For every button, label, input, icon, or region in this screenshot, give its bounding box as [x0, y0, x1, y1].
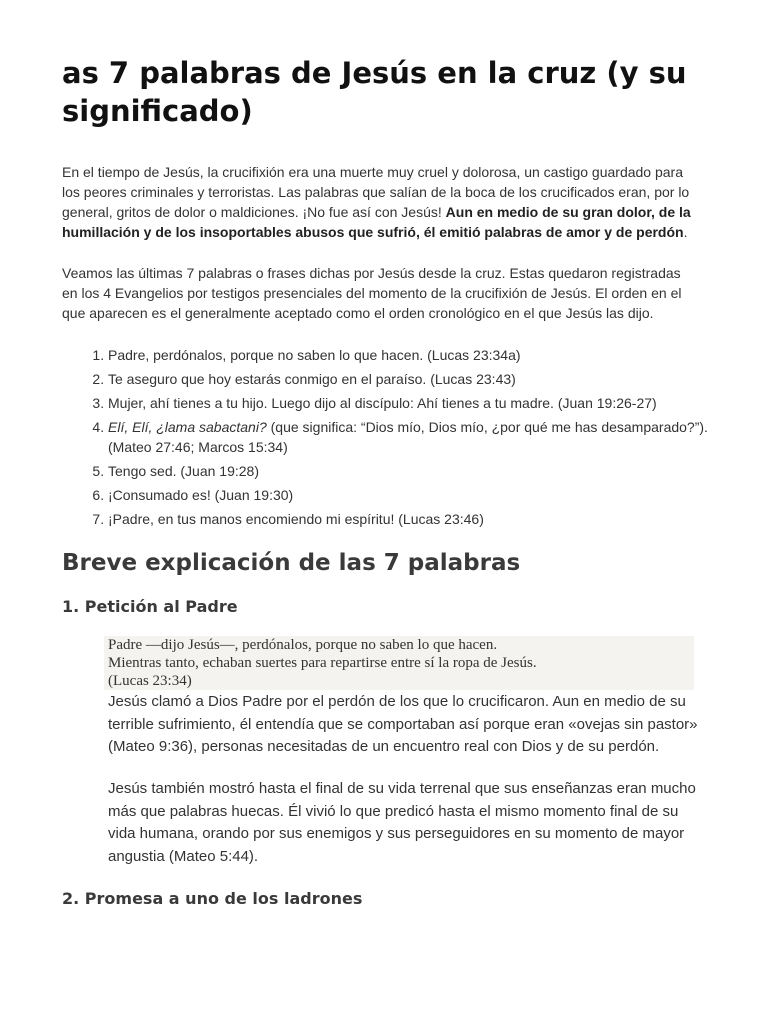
- intro-paragraph-2: Veamos las últimas 7 palabras o frases dichas por Jesús desde la cruz. Estas quedaron registradas en los 4 Evangelios por testigos presenciales del momento de la crucifixión de Jesús. El orden en el que aparecen es el generalmente aceptado como el orden cronológico en el que Jesús las dijo.: [62, 265, 682, 321]
- list-item-rest: (que significa: “Dios mío, Dios mío, ¿por qué me has desamparado?”). (Mateo 27:46; Marcos 15:34): [108, 419, 708, 455]
- quote-reference: (Lucas 23:34): [108, 673, 192, 689]
- explanation-paragraph: Jesús clamó a Dios Padre por el perdón de los que lo crucificaron. Aun en medio de su terrible sufrimiento, él entendía que se comportaban así porque eran «ovejas sin pastor» (Mateo 9:36), personas necesitadas de un encuentro real con Dios y de su perdón.: [108, 693, 698, 755]
- list-item: 5. Tengo sed. (Juan 19:28): [108, 461, 728, 481]
- page-title: as 7 palabras de Jesús en la cruz (y su significado): [62, 56, 687, 128]
- intro-bold-text: Aun en medio de su gran dolor, de la humillación y de los insoportables abusos que sufrió, él emitió palabras de amor y de perdón: [62, 204, 691, 240]
- list-item: [108, 417, 728, 457]
- bible-quote-block: [104, 636, 694, 690]
- list-item-italic: Elí, Elí, ¿lama sabactani?: [108, 419, 267, 435]
- list-item: 6. ¡Consumado es! (Juan 19:30): [108, 485, 728, 505]
- intro-end: .: [683, 224, 688, 240]
- subheading-promesa: 2. Promesa a uno de los ladrones: [62, 889, 363, 908]
- seven-words-list: [62, 345, 728, 533]
- explanation-paragraph-2: Jesús también mostró hasta el final de su vida terrenal que sus enseñanzas eran mucho más que palabras huecas. Él vivió lo que predicó hasta el mismo momento final de su vida humana, orando por sus enemigos y sus perseguidores en su momento de mayor angustia (Mateo 5:44).: [108, 780, 696, 865]
- section-heading: Breve explicación de las 7 palabras: [62, 550, 521, 576]
- intro-paragraph: [62, 162, 698, 242]
- list-item: 1. Padre, perdónalos, porque no saben lo que hacen. (Lucas 23:34a): [108, 345, 728, 365]
- list-item: 3. Mujer, ahí tienes a tu hijo. Luego dijo al discípulo: Ahí tienes a tu madre. (Juan 19:26-27): [108, 393, 728, 413]
- list-item: 2. Te aseguro que hoy estarás conmigo en el paraíso. (Lucas 23:43): [108, 369, 728, 389]
- quote-line: Mientras tanto, echaban suertes para repartirse entre sí la ropa de Jesús.: [108, 655, 537, 671]
- quote-line: Padre —dijo Jesús—, perdónalos, porque no saben lo que hacen.: [108, 637, 498, 653]
- subheading-peticion: 1. Petición al Padre: [62, 597, 238, 616]
- list-item: 7. ¡Padre, en tus manos encomiendo mi espíritu! (Lucas 23:46): [108, 509, 728, 529]
- intro-text: En el tiempo de Jesús, la crucifixión era una muerte muy cruel y dolorosa, un castigo guardado para los peores criminales y terroristas. Las palabras que salían de la boca de los crucificados eran, por lo general, gritos de dolor o maldiciones. ¡No fue así con Jesús!: [62, 164, 690, 220]
